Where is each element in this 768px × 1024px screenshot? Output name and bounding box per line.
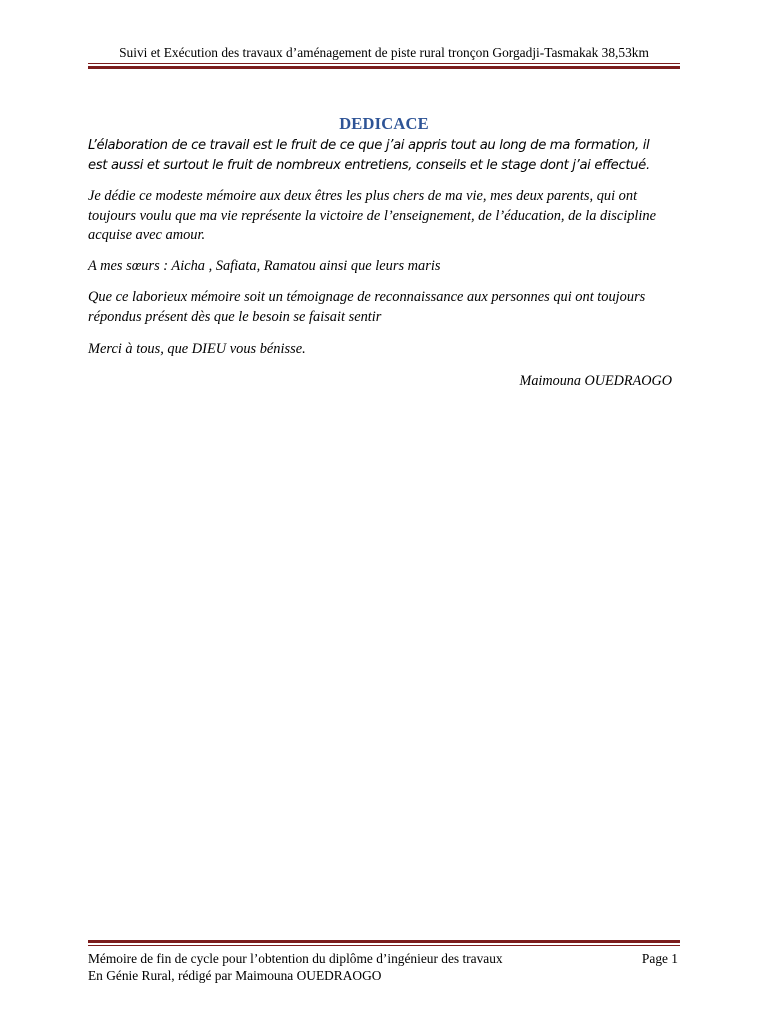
paragraph-2: Je dédie ce modeste mémoire aux deux êtres les plus chers de ma vie, mes deux parents, qui ont toujours voulu que ma vie représente la victoire de l’enseignement, de l’éducation, de la discipline acquise avec amour. — [88, 188, 657, 244]
paragraph-5: Merci à tous, que DIEU vous bénisse. — [88, 341, 306, 357]
header-rule-thick — [88, 66, 680, 69]
signature: Maimouna OUEDRAOGO — [519, 373, 672, 389]
footer-line-2: En Génie Rural, rédigé par Maimouna OUEDRAOGO — [88, 968, 382, 983]
footer-text — [88, 950, 503, 984]
page-title: DEDICACE — [339, 114, 429, 133]
paragraph-3: A mes sœurs : Aicha , Safiata, Ramatou ainsi que leurs maris — [88, 258, 441, 274]
footer-rule-thin — [88, 945, 680, 946]
header-rule-thin — [88, 63, 680, 64]
running-header: Suivi et Exécution des travaux d’aménagement de piste rural tronçon Gorgadji-Tasmakak 38,53km — [119, 45, 649, 60]
paragraph-1: L’élaboration de ce travail est le fruit de ce que j’ai appris tout au long de ma formation, il est aussi et surtout le fruit de nombreux entretiens, conseils et le stage dont j’ai effectué. — [88, 138, 650, 173]
footer-rule-thick — [88, 940, 680, 943]
paragraph-4: Que ce laborieux mémoire soit un témoignage de reconnaissance aux personnes qui ont toujours répondus présent dès que le besoin se faisait sentir — [88, 289, 646, 325]
footer-line-1: Mémoire de fin de cycle pour l’obtention du diplôme d’ingénieur des travaux — [88, 951, 503, 966]
page-number: Page 1 — [641, 951, 678, 966]
